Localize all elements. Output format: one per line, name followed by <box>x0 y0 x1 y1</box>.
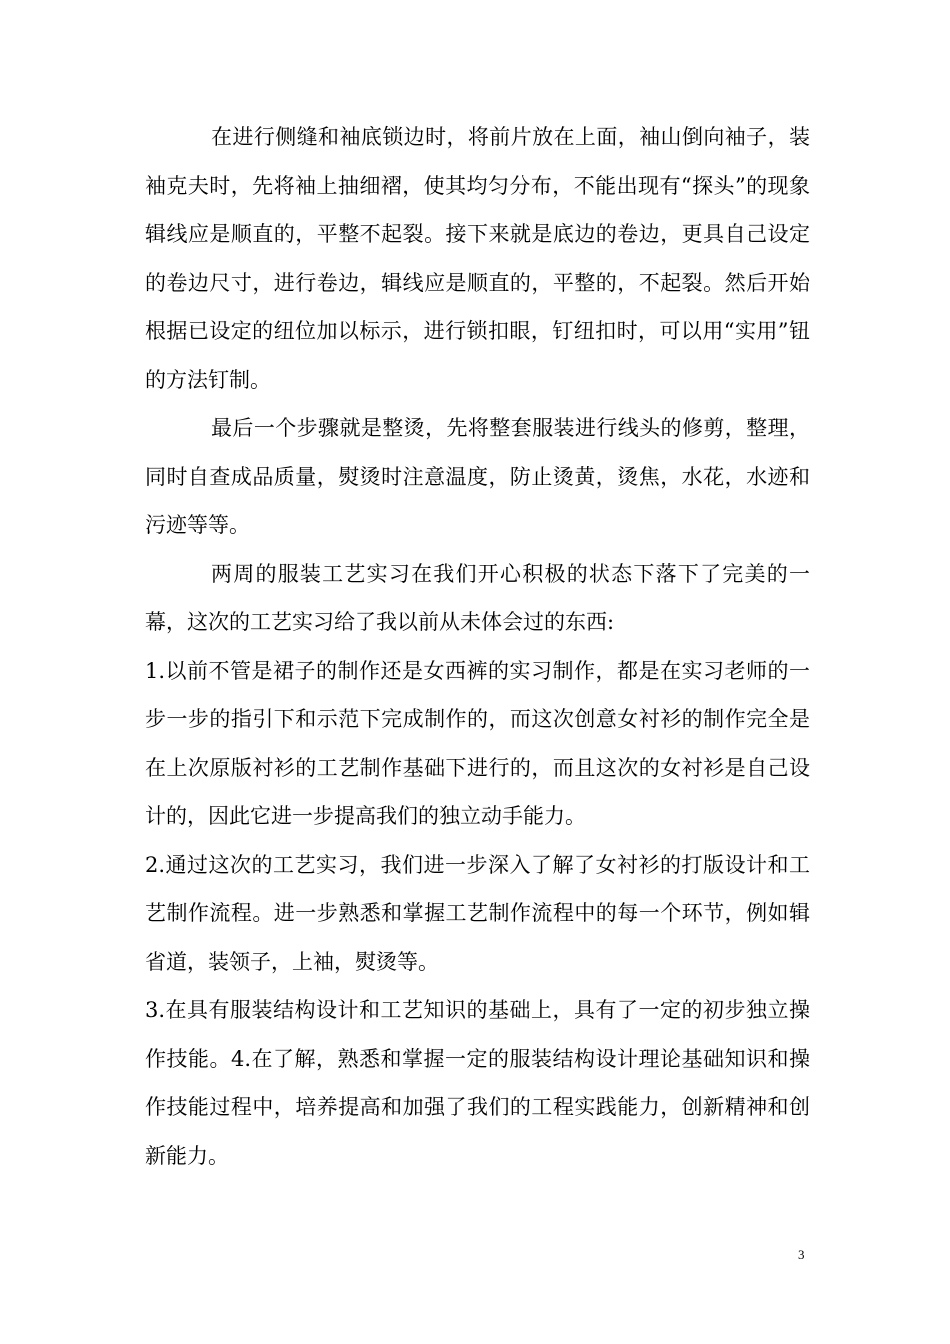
paragraph-sewing-steps: 在进行侧缝和袖底锁边时，将前片放在上面，袖山倒向袖子，装袖克夫时，先将袖上抽细褶，使其均匀分布，不能出现有“探头”的现象辑线应是顺直的，平整不起裂。接下来就是底边的卷边，更具自己设定的卷边尺寸，进行卷边，辑线应是顺直的，平整的，不起裂。然后开始根据已设定的纽位加以标示，进行锁扣眼，钉纽扣时，可以用“实用”钮的方法钉制。 <box>145 125 810 392</box>
page-number: 3 <box>798 1247 805 1262</box>
paragraph-point-1: 1.以前不管是裙子的制作还是女西裤的实习制作，都是在实习老师的一步一步的指引下和示范下完成制作的，而这次创意女衬衫的制作完全是在上次原版衬衫的工艺制作基础下进行的，而且这次的女衬衫是自己设计的，因此它进一步提高我们的独立动手能力。 <box>145 658 810 828</box>
paragraph-point-3-4: 3.在具有服装结构设计和工艺知识的基础上，具有了一定的初步独立操作技能。4.在了解，熟悉和掌握一定的服装结构设计理论基础知识和操作技能过程中，培养提高和加强了我们的工程实践能力，创新精神和创新能力。 <box>145 998 810 1168</box>
paragraph-summary-intro: 两周的服装工艺实习在我们开心积极的状态下落下了完美的一幕，这次的工艺实习给了我以前从未体会过的东西: <box>145 561 810 634</box>
document-body <box>145 113 810 1180</box>
paragraph-ironing: 最后一个步骤就是整烫，先将整套服装进行线头的修剪，整理，同时自查成品质量，熨烫时注意温度，防止烫黄，烫焦，水花，水迹和污迹等等。 <box>145 416 810 537</box>
paragraph-point-2: 2.通过这次的工艺实习，我们进一步深入了解了女衬衫的打版设计和工艺制作流程。进一步熟悉和掌握工艺制作流程中的每一个环节，例如辑省道，装领子，上袖，熨烫等。 <box>145 852 810 974</box>
